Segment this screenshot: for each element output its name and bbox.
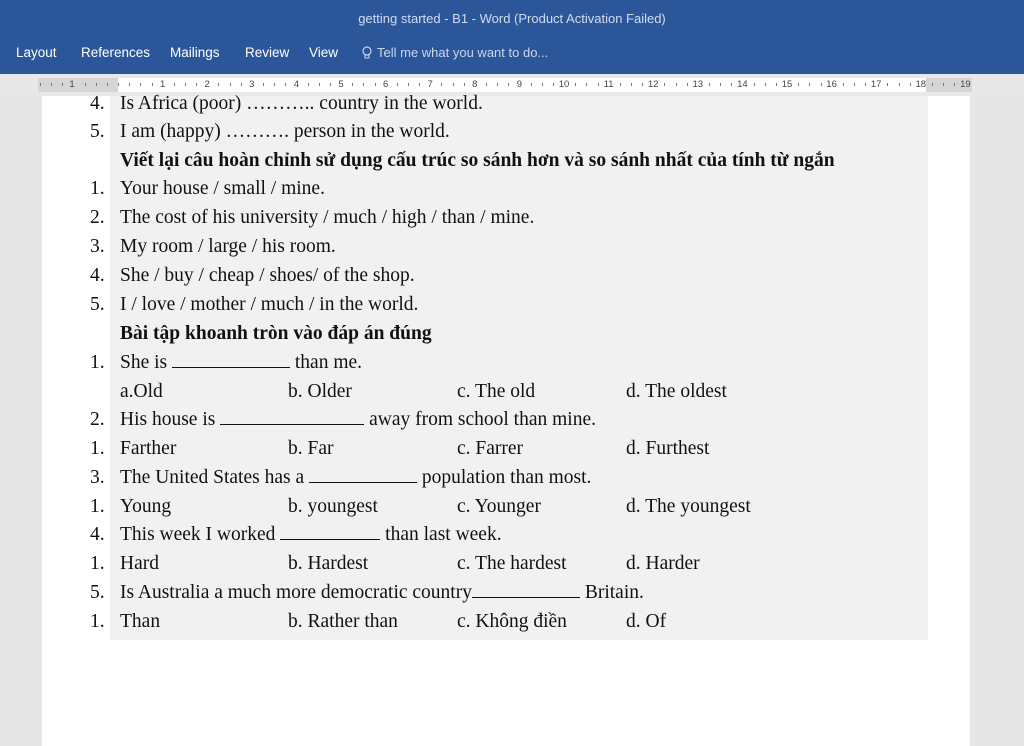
answer-blank: [172, 349, 290, 368]
ruler-label: 9: [516, 79, 523, 90]
ruler-label: 19: [960, 79, 971, 90]
ruler-label: 15: [781, 79, 793, 90]
answer-blank: [220, 406, 364, 425]
option-d: d. The youngest: [626, 496, 751, 517]
option-b: b. Older: [288, 381, 352, 402]
answer-blank: [309, 464, 417, 483]
ruler-label: 11: [603, 79, 614, 90]
option-a: Hard: [120, 553, 159, 574]
section-heading-rewrite: Viết lại câu hoàn chỉnh sử dụng cấu trúc so sánh hơn và so sánh nhất của tính từ ngắn: [120, 150, 835, 171]
tab-layout[interactable]: Layout: [16, 45, 57, 60]
ruler-label: 12: [647, 79, 659, 90]
ruler-label: 7: [427, 79, 433, 90]
tab-mailings[interactable]: Mailings: [170, 45, 220, 60]
ruler-label: 6: [382, 79, 389, 90]
tab-review[interactable]: Review: [245, 45, 290, 60]
ruler-label: 8: [472, 79, 478, 90]
ruler-label: 1: [159, 79, 166, 90]
ruler-label: 1: [69, 79, 75, 90]
option-a: Young: [120, 496, 172, 517]
ruler-label: 18: [915, 79, 927, 90]
option-c: c. Younger: [457, 496, 541, 517]
option-d: d. Furthest: [626, 438, 710, 459]
option-b: b. youngest: [288, 496, 378, 517]
answer-blank: [472, 579, 580, 598]
tell-me-text: Tell me what you want to do...: [377, 45, 549, 60]
ruler-label: 10: [558, 79, 570, 90]
option-c: c. The hardest: [457, 553, 567, 574]
ruler-label: 2: [204, 79, 210, 90]
tab-references[interactable]: References: [81, 45, 151, 60]
option-d: d. Harder: [626, 553, 700, 574]
option-d: d. Of: [626, 611, 667, 632]
option-c: c. Farrer: [457, 438, 524, 459]
option-a: Farther: [120, 438, 177, 459]
ruler-label: 16: [826, 79, 837, 90]
ruler-label: 14: [737, 79, 748, 90]
option-b: b. Far: [288, 438, 334, 459]
option-a: a.Old: [120, 381, 163, 402]
option-a: Than: [120, 611, 161, 632]
option-c: c. Không điền: [457, 611, 567, 632]
tab-view[interactable]: View: [309, 45, 339, 60]
ruler-label: 3: [249, 79, 255, 90]
ruler-label: 4: [293, 79, 300, 90]
ruler-label: 13: [692, 79, 704, 90]
option-d: d. The oldest: [626, 381, 727, 402]
option-b: b. Rather than: [288, 611, 398, 632]
option-b: b. Hardest: [288, 553, 369, 574]
ruler-label: 17: [870, 79, 882, 90]
option-c: c. The old: [457, 381, 536, 402]
window-title: getting started - B1 - Word (Product Activation Failed): [358, 11, 666, 26]
answer-blank: [280, 521, 380, 540]
ruler-label: 5: [338, 79, 344, 90]
